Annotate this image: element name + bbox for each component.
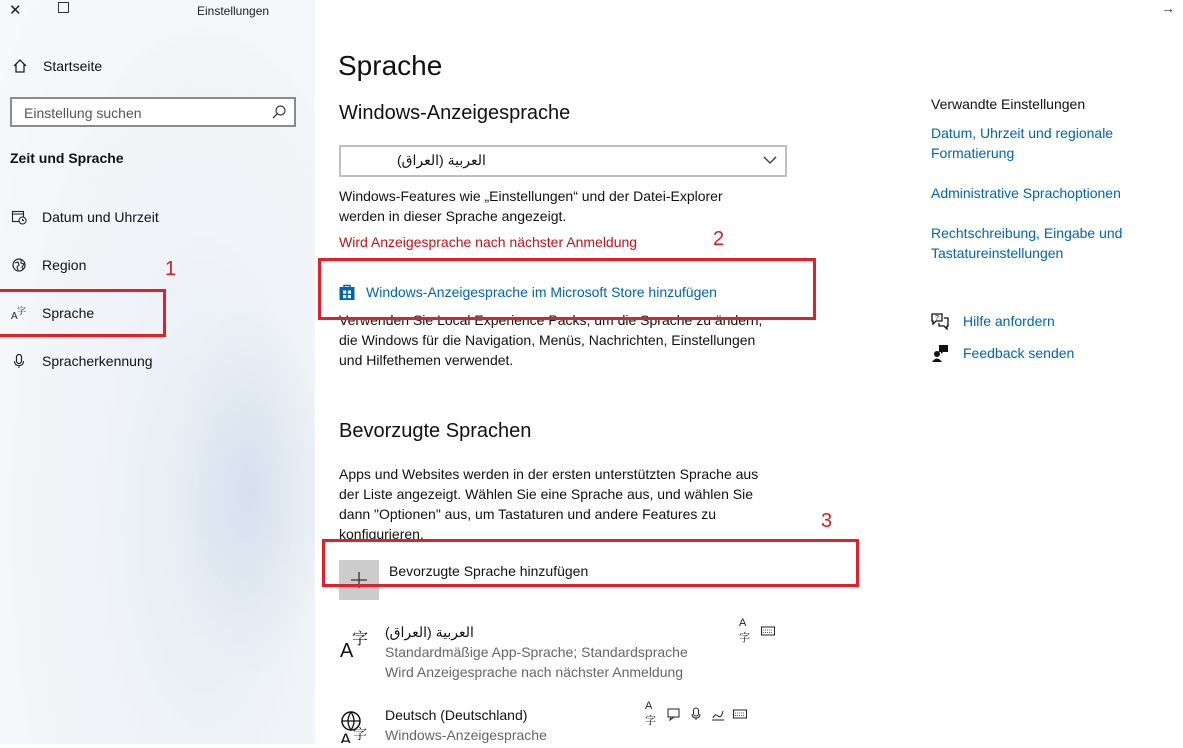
- svg-text:A: A: [340, 730, 352, 743]
- annotation-number-3: 3: [821, 510, 833, 532]
- calendar-clock-icon: [10, 208, 28, 226]
- sidebar-section-title: Zeit und Sprache: [10, 150, 124, 166]
- svg-text:A: A: [11, 311, 18, 321]
- display-language-desc-line: Windows-Features wie „Einstellungen“ und der Datei-Explorer: [339, 188, 723, 204]
- link-line: Formatierung: [931, 145, 1015, 161]
- search-box[interactable]: [10, 97, 296, 127]
- search-input[interactable]: [22, 104, 266, 122]
- link-admin-language[interactable]: Administrative Sprachoptionen: [931, 185, 1121, 201]
- sidebar-item-speech[interactable]: [10, 351, 153, 371]
- arrow-right-icon[interactable]: →: [1161, 0, 1175, 16]
- link-spelling-typing[interactable]: [931, 223, 1161, 263]
- display-language-warning: Wird Anzeigesprache nach nächster Anmeldung: [339, 234, 638, 250]
- annotation-number-2: 2: [713, 228, 725, 250]
- language-item-german[interactable]: [339, 700, 779, 747]
- related-settings-title: Verwandte Einstellungen: [931, 96, 1086, 112]
- feedback-icon: [931, 344, 949, 362]
- keyboard-icon: [761, 624, 775, 638]
- link-line: Tastatureinstellungen: [931, 245, 1064, 261]
- sidebar-item-label: Datum und Uhrzeit: [42, 209, 159, 225]
- store-desc-line: die Windows für die Navigation, Menüs, Nachrichten, Einstellungen: [339, 332, 756, 348]
- home-label: Startseite: [43, 58, 103, 74]
- sidebar-background-glow: [170, 300, 315, 680]
- sidebar-item-date-time[interactable]: [10, 207, 159, 227]
- svg-text:?: ?: [935, 315, 939, 322]
- svg-text:字: 字: [353, 726, 367, 742]
- svg-text:字: 字: [17, 306, 27, 316]
- get-help-link[interactable]: [931, 311, 1055, 331]
- store-link-label: Windows-Anzeigesprache im Microsoft Store hinzufügen: [366, 284, 717, 300]
- home-icon: [11, 57, 29, 75]
- sidebar: [0, 0, 315, 744]
- preferred-desc-line: dann "Optionen" aus, um Tastaturen und andere Features zu: [339, 506, 717, 522]
- preferred-desc-line: konfigurieren.: [339, 526, 424, 542]
- language-icon: [339, 626, 373, 660]
- display-language-heading: Windows-Anzeigesprache: [339, 102, 571, 124]
- window-title: Einstellungen: [197, 4, 270, 18]
- language-status: Wird Anzeigesprache nach nächster Anmeldung: [385, 664, 684, 680]
- page-title: Sprache: [338, 50, 443, 81]
- feedback-label: Feedback senden: [963, 345, 1075, 361]
- maximize-window-icon[interactable]: [58, 2, 69, 13]
- display-language-icon: A字: [645, 700, 656, 727]
- display-language-selected: العربية (العراق): [397, 152, 486, 168]
- link-line: Datum, Uhrzeit und regionale: [931, 125, 1114, 141]
- display-language-dropdown[interactable]: [339, 145, 787, 177]
- handwriting-icon: [711, 707, 725, 721]
- sidebar-item-label: Region: [42, 257, 87, 273]
- store-desc-line: Verwenden Sie Local Experience Packs, um die Sprache zu ändern,: [339, 312, 763, 328]
- preferred-desc-line: der Liste angezeigt. Wählen Sie eine Sprache aus, und wählen Sie: [339, 486, 754, 502]
- store-desc-line: und Hilfethemen verwendet.: [339, 352, 514, 368]
- get-help-label: Hilfe anfordern: [963, 313, 1055, 329]
- display-language-desc-line: werden in dieser Sprache angezeigt.: [339, 208, 567, 224]
- sidebar-item-label: Sprache: [42, 305, 95, 321]
- display-language-icon: A字: [739, 617, 750, 644]
- language-name: العربية (العراق): [385, 624, 474, 640]
- link-line: Rechtschreibung, Eingabe und: [931, 225, 1123, 241]
- close-window-icon[interactable]: ✕: [9, 2, 22, 19]
- annotation-number-1: 1: [165, 258, 177, 280]
- preferred-desc-line: Apps und Websites werden in der ersten unterstützten Sprache aus: [339, 466, 759, 482]
- annotation-highlight-1: [0, 289, 166, 337]
- language-name: Deutsch (Deutschland): [385, 707, 528, 723]
- language-item-arabic[interactable]: [339, 617, 779, 684]
- svg-text:字: 字: [352, 631, 369, 648]
- link-date-time-formatting[interactable]: [931, 123, 1161, 163]
- microphone-icon: [10, 352, 28, 370]
- svg-text:A: A: [340, 640, 354, 660]
- feedback-link[interactable]: [931, 343, 1074, 363]
- language-features: [645, 700, 747, 727]
- language-features: [739, 617, 775, 644]
- help-chat-icon: [931, 312, 949, 330]
- text-to-speech-icon: [667, 707, 681, 721]
- microphone-icon: [689, 707, 703, 721]
- chevron-down-icon: [763, 153, 777, 167]
- language-status: Standardmäßige App-Sprache; Standardsprache: [385, 644, 688, 660]
- annotation-highlight-2: [318, 258, 816, 320]
- sidebar-item-home[interactable]: [11, 56, 102, 76]
- add-language-label: Bevorzugte Sprache hinzufügen: [389, 563, 589, 579]
- globe-icon: [10, 256, 28, 274]
- preferred-languages-heading: Bevorzugte Sprachen: [339, 420, 532, 442]
- search-icon[interactable]: [271, 104, 287, 120]
- sidebar-item-region[interactable]: [10, 255, 86, 275]
- sidebar-item-label: Spracherkennung: [42, 353, 153, 369]
- language-globe-icon: [339, 709, 373, 743]
- language-status: Windows-Anzeigesprache: [385, 727, 547, 743]
- keyboard-icon: [733, 707, 747, 721]
- annotation-highlight-3: [322, 539, 859, 587]
